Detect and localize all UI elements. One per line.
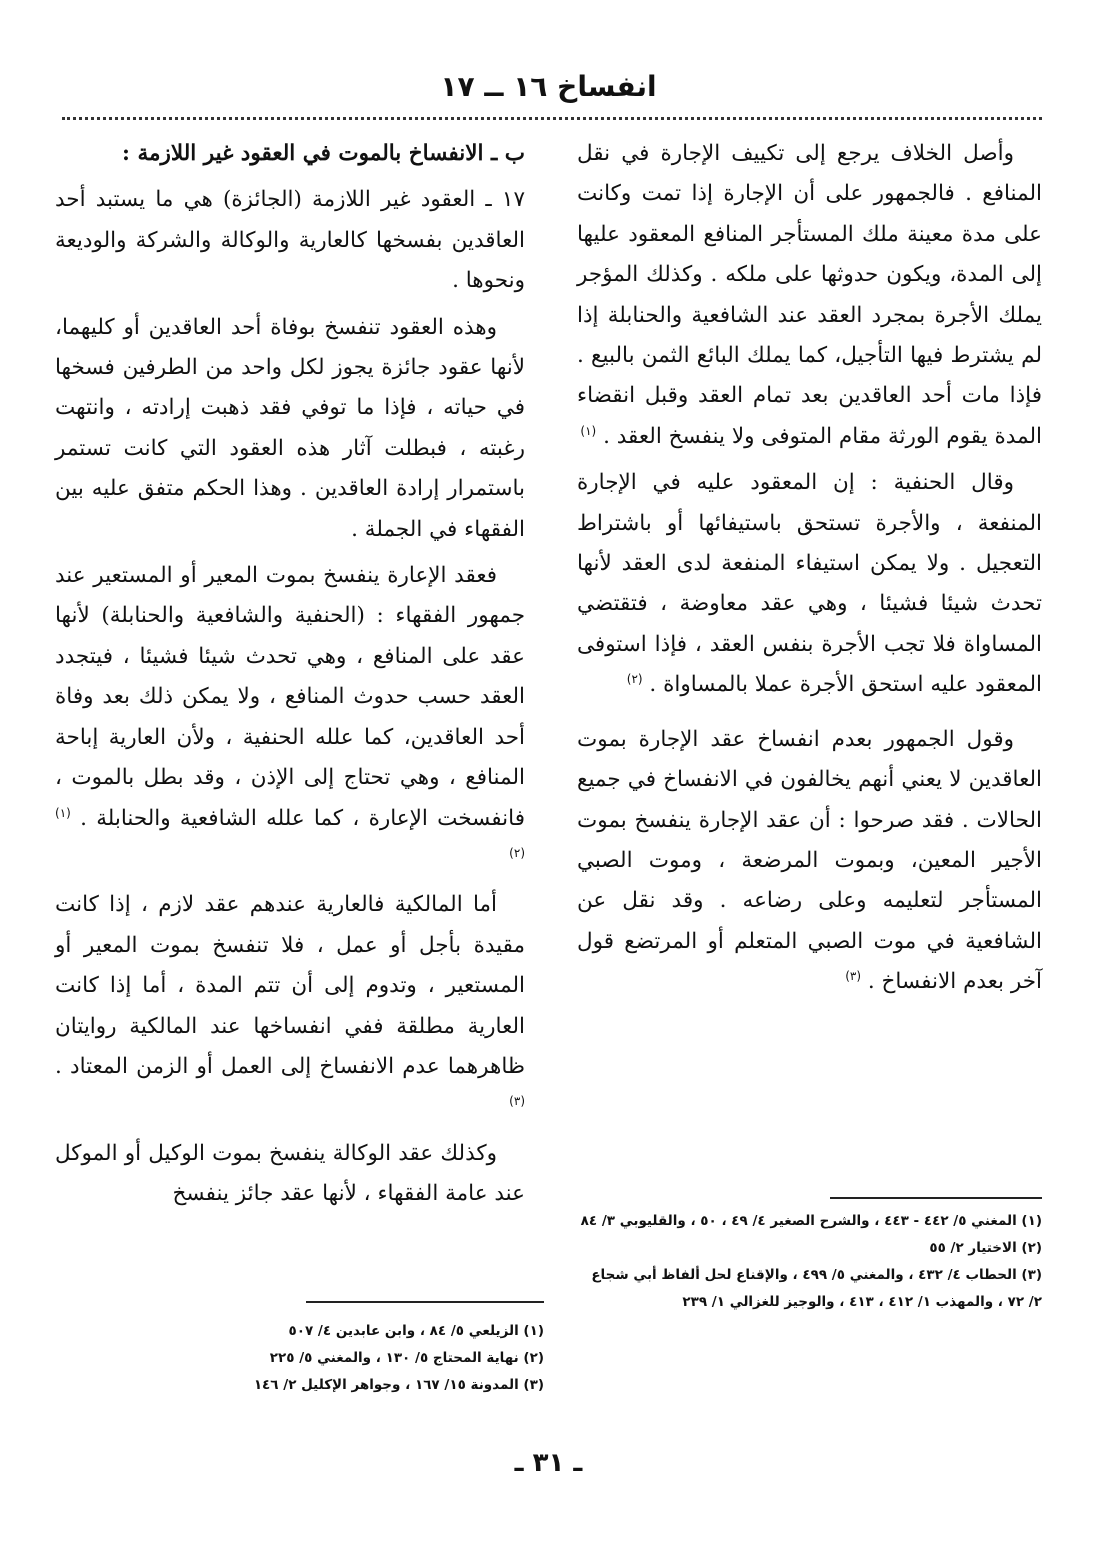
footnote: (٣) المدونة ١٥/ ١٦٧ ، وجواهر الإكليل ٢/ ١٤٦ — [253, 1377, 544, 1393]
footnote-ref: (٣) — [509, 1094, 525, 1109]
running-head: انفساخ ١٦ ــ ١٧ — [440, 70, 657, 103]
right-column — [577, 134, 1042, 1009]
footnote-ref: (١) — [580, 423, 597, 438]
paragraph: ١٧ ـ العقود غير اللازمة (الجائزة) هي ما يستبد أحد العاقدين بفسخها كالعارية والوكالة والشركة والوديعة ونحوها . — [55, 187, 525, 294]
footnotes-right — [577, 1208, 1042, 1316]
paragraph: وهذه العقود تنفسخ بوفاة أحد العاقدين أو كليهما، لأنها عقود جائزة يجوز لكل واحد من الطرفين فسخها في حياته ، فإذا ما توفي فقد ذهبت إرادته ، وانتهت رغبته ، فبطلت آثار هذه العقود التي كانت تستمر باستمرار إرادة العاقدين . وهذا الحكم متفق عليه بين الفقهاء في الجملة . — [55, 314, 525, 542]
footnote: (٢) نهاية المحتاج ٥/ ١٣٠ ، والمغني ٥/ ٢٢٥ — [269, 1350, 544, 1366]
footnote-divider — [830, 1197, 1042, 1199]
paragraph: وقال الحنفية : إن المعقود عليه في الإجارة المنفعة ، والأجرة تستحق باستيفائها أو باشتراط التعجيل . ولا يمكن استيفاء المنفعة لدى العقد لأنها تحدث شيئا فشيئا ، وهي عقد معاوضة ، فتقتضي المساواة فلا تجب الأجرة بنفس العقد ، فإذا استوفى المعقود عليه استحق الأجرة عملا بالمساواة . $^{(٢)}$ — [577, 470, 1042, 698]
footnote: (٢) الاختيار ٢/ ٥٥ — [929, 1240, 1042, 1256]
paragraph: فعقد الإعارة ينفسخ بموت المعير أو المستعير عند جمهور الفقهاء : (الحنفية والشافعية والحنابلة) لأنها عقد على المنافع ، وهي تحدث شيئا فشيئا ، فيتجدد العقد حسب حدوث المنافع ، ولا يمكن ذلك بعد وفاة أحد العاقدين، كما علله الحنفية ، ولأن العارية إباحة المنافع ، وهي تحتاج إلى الإذن ، وقد بطل بالموت ، فانفسخت الإعارة ، كما علله الشافعية والحنابلة . $^{(١)}$ $^{(٢)}$ — [55, 563, 525, 860]
footnote: (١) الزيلعي ٥/ ٨٤ ، وابن عابدين ٤/ ٥٠٧ — [288, 1323, 544, 1339]
footnote: (١) المغني ٥/ ٤٤٢ - ٤٤٣ ، والشرح الصغير ٤/ ٤٩ ، ٥٠ ، والقليوبي ٣/ ٨٤ — [580, 1213, 1042, 1229]
footnote-ref: (١) — [55, 805, 71, 820]
page-number: ـ ٣١ ـ — [514, 1448, 583, 1478]
left-column — [55, 134, 525, 1221]
header-divider — [62, 117, 1042, 120]
paragraph: وكذلك عقد الوكالة ينفسخ بموت الوكيل أو الموكل عند عامة الفقهاء ، لأنها عقد جائز ينفسخ — [55, 1140, 525, 1207]
footnote-ref: (٣) — [845, 969, 862, 984]
footnote-divider — [306, 1301, 544, 1303]
section-heading: ب ـ الانفساخ بالموت في العقود غير اللازمة : — [122, 141, 525, 166]
paragraph: وأصل الخلاف يرجع إلى تكييف الإجارة في نقل المنافع . فالجمهور على أن الإجارة إذا تمت وكانت على مدة معينة ملك المستأجر المنافع المعقود عليها إلى المدة، ويكون حدوثها على ملكه . وكذلك المؤجر يملك الأجرة بمجرد العقد عند الشافعية والحنابلة إذا لم يشترط فيها التأجيل، كما يملك البائع الثمن بالبيع . فإذا مات أحد العاقدين بعد تمام العقد وقبل انقضاء المدة يقوم الورثة مقام المتوفى ولا ينفسخ العقد . $^{(١)}$ — [577, 141, 1042, 449]
footnote-ref: (٢) — [509, 845, 525, 860]
footnote-ref: (٢) — [626, 672, 643, 687]
footnote: (٣) الحطاب ٤/ ٤٣٢ ، والمغني ٥/ ٤٩٩ ، والإقناع لحل ألفاظ أبي شجاع ٢/ ٧٢ ، والمهذب ١/ ٤١٢ ، ٤١٣ ، والوجيز للغزالي ١/ ٢٣٩ — [591, 1267, 1042, 1310]
paragraph: وقول الجمهور بعدم انفساخ عقد الإجارة بموت العاقدين لا يعني أنهم يخالفون في الانفساخ في جميع الحالات . فقد صرحوا : أن عقد الإجارة ينفسخ بموت الأجير المعين، وبموت المرضعة ، وموت الصبي المستأجر لتعليمه وعلى رضاعه . وقد نقل عن الشافعية في موت الصبي المتعلم أو المرتضع قول آخر بعدم الانفساخ . $^{(٣)}$ — [577, 726, 1042, 995]
footnotes-left — [74, 1318, 544, 1399]
paragraph: أما المالكية فالعارية عندهم عقد لازم ، إذا كانت مقيدة بأجل أو عمل ، فلا تنفسخ بموت المعير أو المستعير ، وتدوم إلى أن تتم المدة ، أما إذا كانت العارية مطلقة ففي انفساخها عند المالكية روايتان ظاهرهما عدم الانفساخ إلى العمل أو الزمن المعتاد . $^{(٣)}$ — [55, 892, 525, 1109]
